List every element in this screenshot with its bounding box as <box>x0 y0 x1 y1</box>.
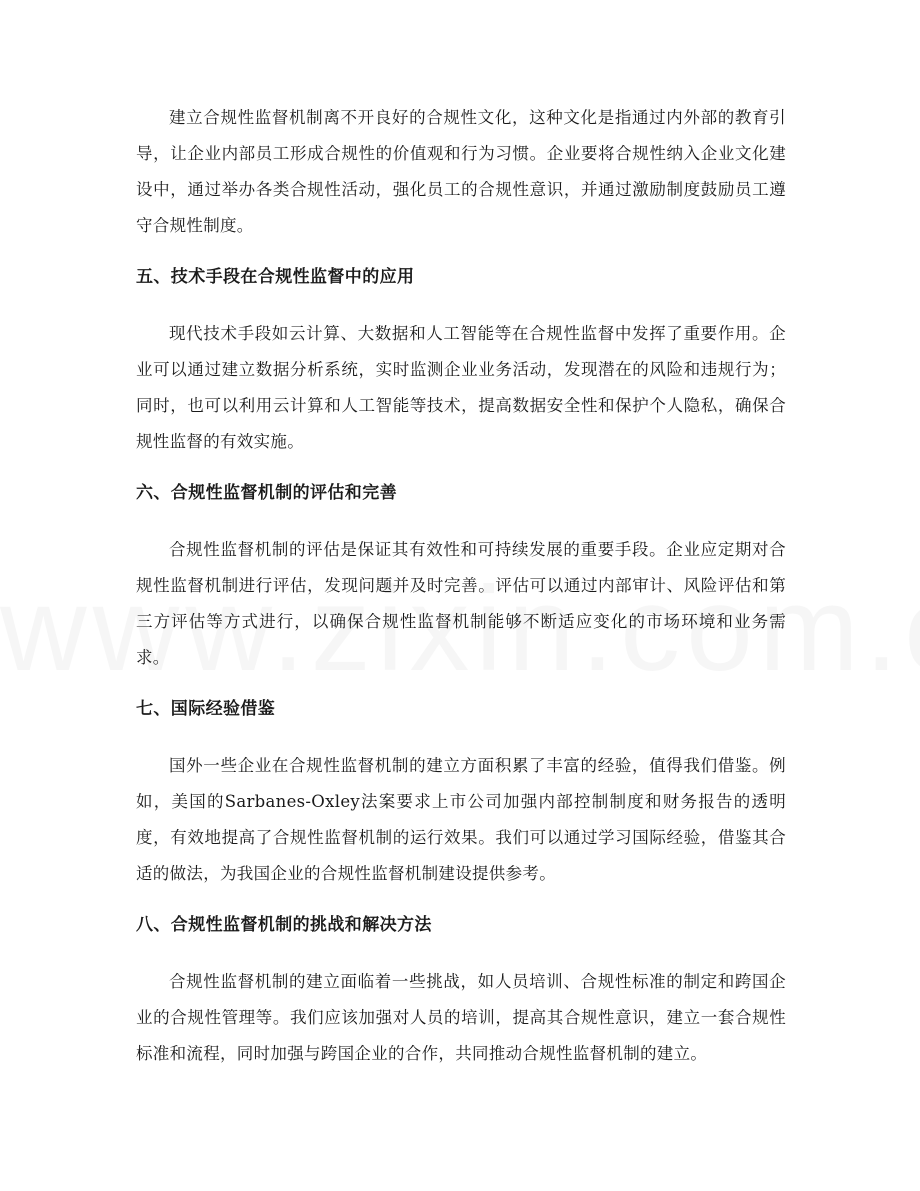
paragraph-compliance-culture: 建立合规性监督机制离不开良好的合规性文化，这种文化是指通过内外部的教育引导，让企业内部员工形成合规性的价值观和行为习惯。企业要将合规性纳入企业文化建设中，通过举办各类合规性活动，强化员工的合规性意识，并通过激励制度鼓励员工遵守合规性制度。 <box>136 108 786 235</box>
paragraph-section-5: 现代技术手段如云计算、大数据和人工智能等在合规性监督中发挥了重要作用。企业可以通过建立数据分析系统，实时监测企业业务活动，发现潜在的风险和违规行为；同时，也可以利用云计算和人工智能等技术，提高数据安全性和保护个人隐私，确保合规性监督的有效实施。 <box>136 324 786 451</box>
heading-section-8: 八、合规性监督机制的挑战和解决方法 <box>136 915 432 935</box>
paragraph-section-7: 国外一些企业在合规性监督机制的建立方面积累了丰富的经验，值得我们借鉴。例如，美国的Sarbanes-Oxley法案要求上市公司加强内部控制制度和财务报告的透明度，有效地提高了合规性监督机制的运行效果。我们可以通过学习国际经验，借鉴其合适的做法，为我国企业的合规性监督机制建设提供参考。 <box>136 756 786 883</box>
paragraph-section-6: 合规性监督机制的评估是保证其有效性和可持续发展的重要手段。企业应定期对合规性监督机制进行评估，发现问题并及时完善。评估可以通过内部审计、风险评估和第三方评估等方式进行，以确保合规性监督机制能够不断适应变化的市场环境和业务需求。 <box>136 540 786 667</box>
heading-section-5: 五、技术手段在合规性监督中的应用 <box>136 267 415 287</box>
document-page <box>136 100 786 1090</box>
heading-section-6: 六、合规性监督机制的评估和完善 <box>136 483 397 503</box>
heading-section-7: 七、国际经验借鉴 <box>136 699 276 719</box>
paragraph-section-8: 合规性监督机制的建立面临着一些挑战，如人员培训、合规性标准的制定和跨国企业的合规性管理等。我们应该加强对人员的培训，提高其合规性意识，建立一套合规性标准和流程，同时加强与跨国企业的合作，共同推动合规性监督机制的建立。 <box>136 972 786 1063</box>
